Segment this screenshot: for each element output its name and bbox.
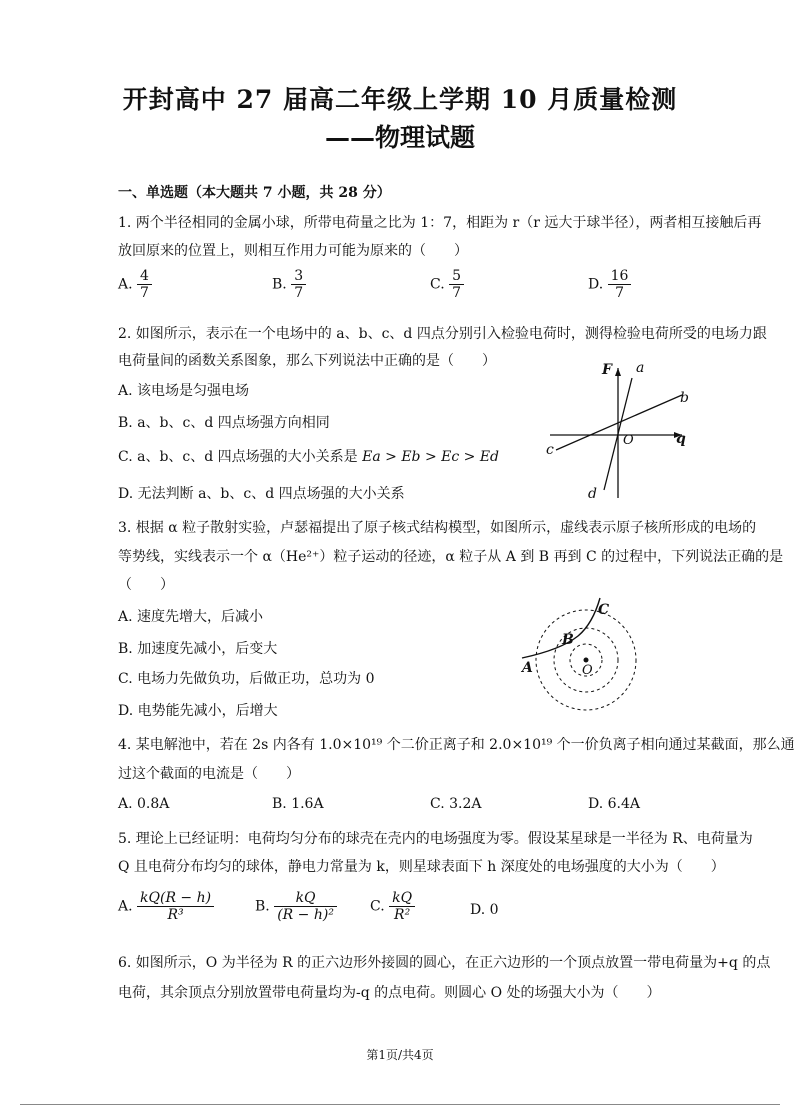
field-strength-relation: Ea > Eb > Ec > Ed — [362, 449, 500, 465]
q5-option-a — [118, 890, 214, 923]
q2-option-a: A. 该电场是匀强电场 — [118, 383, 250, 399]
q3-option-a: A. 速度先增大，后减小 — [118, 609, 264, 625]
option-label: A. — [118, 276, 133, 293]
label-B: B — [562, 632, 574, 648]
q2-option-d: D. 无法判断 a、b、c、d 四点场强的大小关系 — [118, 486, 405, 502]
option-label: A. — [118, 898, 133, 915]
q3-option-d: D. 电势能先减小，后增大 — [118, 703, 278, 719]
q4-stem-line1: 4. 某电解池中，若在 2s 内各有 1.0×10¹⁹ 个二价正离子和 2.0×10¹⁹ 个一价负离子相向通过某截面，那么通 — [118, 737, 795, 753]
q4-option-a: A. 0.8A — [118, 796, 170, 812]
q2-option-c — [118, 446, 499, 466]
nucleus-icon — [584, 658, 589, 663]
q5-option-d: D. 0 — [470, 902, 499, 918]
page-number: 第1页/共4页 — [366, 1048, 434, 1062]
exam-title: 开封高中 27 届高二年级上学期 10 月质量检测 — [122, 85, 678, 114]
q6-stem-line2: 电荷，其余顶点分别放置带电荷量均为-q 的点电荷。则圆心 O 处的场强大小为（ ） — [118, 985, 661, 1001]
section-heading: 一、单选题（本大题共 7 小题，共 28 分） — [118, 185, 391, 201]
label-c: c — [546, 442, 554, 458]
exam-subtitle: ——物理试题 — [324, 123, 475, 152]
q2-option-b: B. a、b、c、d 四点场强方向相同 — [118, 415, 330, 431]
f-axis-arrow-icon — [615, 368, 621, 376]
q3-stem-line2: 等势线，实线表示一个 α（He²⁺）粒子运动的径迹，α 粒子从 A 到 B 再到 C 的过程中，下列说法正确的是 — [118, 549, 784, 565]
fraction: $\frac{kQ}{\text{(R − h)²}}$ — [274, 890, 337, 923]
label-a: a — [636, 360, 645, 376]
q3-option-c: C. 电场力先做负功，后做正功，总功为 0 — [118, 671, 375, 687]
q4-option-d: D. 6.4A — [588, 796, 641, 812]
q1-option-c — [430, 268, 464, 301]
q1-stem-line2: 放回原来的位置上，则相互作用力可能为原来的（ ） — [118, 243, 468, 259]
q1-stem-line1: 1. 两个半径相同的金属小球，所带电荷量之比为 1：7，相距为 r（r 远大于球半径），两者相互接触后再 — [118, 215, 762, 231]
option-label: D. — [588, 276, 604, 293]
fraction: $\frac{4}{7}$ — [137, 268, 152, 301]
q6-stem-line1: 6. 如图所示，O 为半径为 R 的正六边形外接圆的圆心，在正六边形的一个顶点放置一带电荷量为+q 的点 — [118, 955, 771, 971]
q3-stem-line3: （ ） — [118, 577, 174, 593]
option-label: B. — [255, 898, 270, 915]
q4-option-c: C. 3.2A — [430, 796, 482, 812]
option-label: C. — [370, 898, 385, 915]
q5-option-b — [255, 890, 337, 923]
q5-stem-line2: Q 且电荷分布均匀的球体，静电力常量为 k，则星球表面下 h 深度处的电场强度的大小为（ ） — [118, 859, 725, 875]
q5-stem-line1: 5. 理论上已经证明：电荷均匀分布的球壳在壳内的电场强度为零。假设某星球是一半径为 R、电荷量为 — [118, 831, 753, 847]
fraction: $\frac{16}{7}$ — [608, 268, 632, 301]
q5-option-c — [370, 890, 415, 923]
q1-option-a — [118, 268, 152, 301]
label-O: O — [582, 663, 593, 678]
fraction: $\frac{kQ(R - h)}{\text{R³}}$ — [137, 890, 214, 923]
q1-option-d — [588, 268, 631, 301]
label-O: O — [623, 433, 634, 448]
q4-stem-line2: 过这个截面的电流是（ ） — [118, 766, 300, 782]
q3-stem-line1: 3. 根据 α 粒子散射实验，卢瑟福提出了原子核式结构模型，如图所示，虚线表示原子核所形成的电场的 — [118, 520, 757, 536]
option-label: C. — [430, 276, 445, 293]
q3-alpha-scattering-figure — [510, 594, 660, 714]
fraction: $\frac{5}{7}$ — [449, 268, 464, 301]
bottom-divider — [20, 1104, 780, 1105]
q2-stem-line2: 电荷量间的函数关系图象，那么下列说法中正确的是（ ） — [118, 353, 496, 369]
label-d: d — [588, 486, 597, 502]
label-b: b — [680, 390, 689, 406]
option-text: C. a、b、c、d 四点场强的大小关系是 — [118, 449, 358, 465]
q3-option-b: B. 加速度先减小，后变大 — [118, 641, 278, 657]
q2-stem-line1: 2. 如图所示，表示在一个电场中的 a、b、c、d 四点分别引入检验电荷时，测得检验电荷所受的电场力跟 — [118, 326, 767, 342]
label-C: C — [598, 602, 610, 618]
q1-option-b — [272, 268, 306, 301]
label-F: F — [602, 362, 612, 378]
line-c-b — [556, 395, 682, 450]
label-q: q — [676, 431, 686, 447]
label-A: A — [522, 660, 533, 676]
fraction: $\frac{3}{7}$ — [291, 268, 306, 301]
option-label: B. — [272, 276, 287, 293]
fraction: $\frac{kQ}{\text{R²}}$ — [389, 890, 415, 923]
q2-force-charge-graph — [540, 358, 690, 503]
q4-option-b: B. 1.6A — [272, 796, 324, 812]
